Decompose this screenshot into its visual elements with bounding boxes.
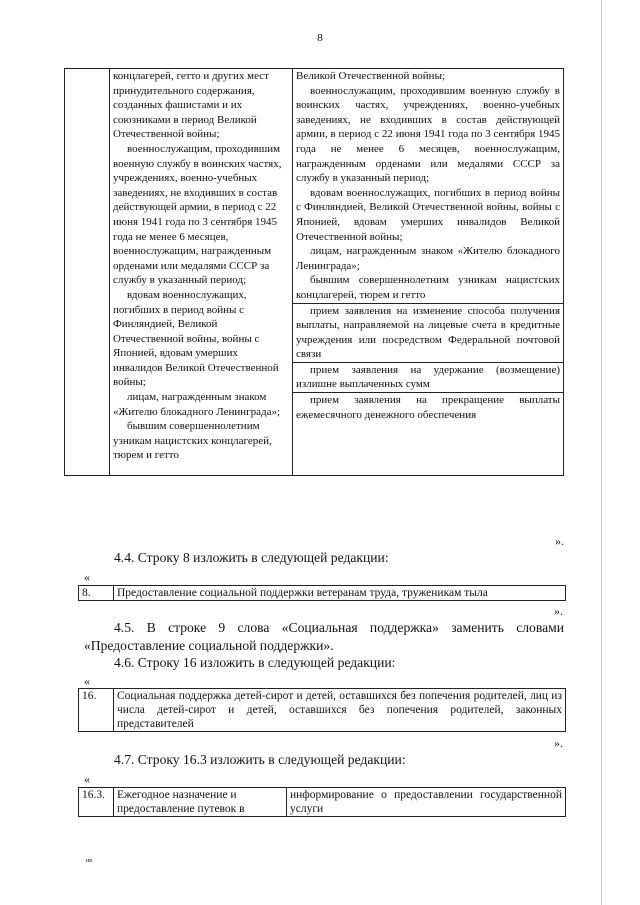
footer-code: нв [86, 858, 93, 864]
row-text: информирование о предоставлении государственной услуги [287, 788, 566, 817]
table-row [79, 586, 566, 601]
cell-text: лицам, награжденным знаком «Жителю блокадного Ленинграда»; [113, 391, 281, 418]
page-number: 8 [317, 32, 323, 44]
table-cell-service: прием заявления на удержание (возмещение) излишне выплаченных сумм [293, 362, 564, 392]
cell-text: бывшим совершеннолетним узникам нацистских концлагерей, тюрем и гетто [113, 420, 272, 462]
row-number: 16.3. [79, 788, 114, 817]
table-row [79, 788, 566, 817]
table-cell-number [65, 69, 110, 476]
cell-text: Великой Отечественной войны; [296, 70, 446, 82]
table-cell-service: прием заявления на изменение способа получения выплаты, направляемой на лицевые счета в кредитные учреждения или посредством Федеральной почтовой связи [293, 303, 564, 362]
cell-text: бывшим совершеннолетним узникам нацистских концлагерей, тюрем и гетто [296, 274, 560, 301]
paragraph-4-6: 4.6. Строку 16 изложить в следующей редакции: [114, 655, 396, 670]
close-quote: ». [555, 534, 564, 548]
row-number: 16. [79, 689, 114, 732]
row-text: Ежегодное назначение и предоставление путевок в [114, 788, 287, 817]
close-quote: ». [554, 736, 563, 750]
table-cell-recipients [293, 69, 564, 304]
cell-text: вдовам военнослужащих, погибших в период войны с Финляндией, Великой Отечественной войны, войны с Японией, вдовам умерших инвалидов Великой Отечественной войны; [113, 288, 279, 389]
row-16-table [78, 688, 566, 732]
cell-text: военнослужащим, проходившим военную службу в воинских частях, учреждениях, военно-учебных заведениях, не входивших в состав действующей армии, в период с 22 июня 1941 года по 3 сентября 1945 года не менее 6 месяцев, военнослужащим, награжденным орденами или медалями СССР за службу в указанный период; [113, 142, 282, 287]
cell-text: вдовам военнослужащих, погибших в период войны с Финляндией, Великой Отечественной войны, войны с Японией, вдовам умерших инвалидов Великой Отечественной войны; [296, 186, 560, 243]
table-row [65, 69, 564, 304]
open-quote: « [84, 570, 90, 584]
row-text: Социальная поддержка детей-сирот и детей, оставшихся без попечения родителей, лиц из числа детей-сирот и детей, оставшихся без попечения родителей, законных представителей [114, 689, 566, 732]
table-cell-service: прием заявления на прекращение выплаты ежемесячного денежного обеспечения [293, 393, 564, 476]
paragraph-4-5: 4.5. В строке 9 слова «Социальная поддержка» заменить словами «Предоставление социальной поддержки». [84, 620, 564, 653]
paragraph-4-4: 4.4. Строку 8 изложить в следующей редакции: [114, 550, 389, 565]
open-quote: « [84, 674, 90, 688]
row-16-3-table [78, 787, 566, 817]
row-text: Предоставление социальной поддержки ветеранам труда, труженикам тыла [114, 586, 566, 601]
cell-text: концлагерей, гетто и других мест принудительного содержания, созданных фашистами и их союзниками в период Великой Отечественной войны; [113, 70, 269, 141]
services-table [64, 68, 564, 476]
table-row [79, 689, 566, 732]
table-cell-category [110, 69, 293, 476]
scan-edge-line [601, 0, 602, 905]
row-number: 8. [79, 586, 114, 601]
cell-text: лицам, награжденным знаком «Жителю блокадного Ленинграда»; [296, 245, 560, 272]
cell-text: военнослужащим, проходившим военную службу в воинских частях, учреждениях, военно-учебных заведениях, не входивших в состав действующей армии, в период с 22 июня 1941 года по 3 сентября 1945 года не менее 6 месяцев, военнослужащим, награжденным орденами или медалями СССР за службу в указанный период; [296, 84, 560, 185]
open-quote: « [84, 772, 90, 786]
close-quote: ». [554, 604, 563, 618]
paragraph-4-7: 4.7. Строку 16.3 изложить в следующей редакции: [114, 752, 406, 767]
row-8-table [78, 585, 566, 601]
